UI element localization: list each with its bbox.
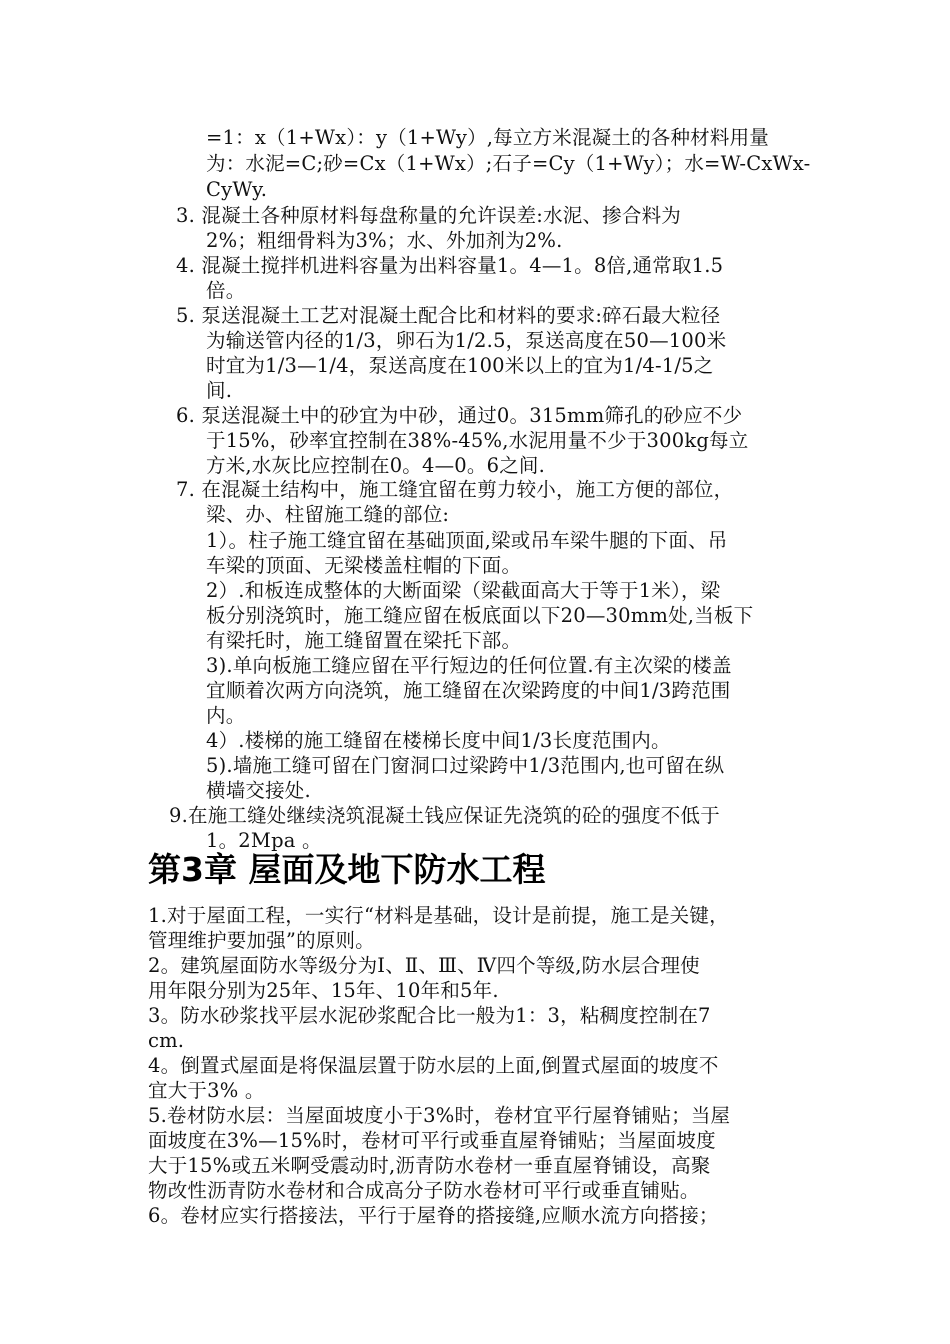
text-line: cm.: [148, 1029, 185, 1052]
text-line: 倍。: [206, 279, 246, 302]
text-line: 5.卷材防水层：当屋面坡度小于3%时，卷材宜平行屋脊铺贴；当屋: [148, 1104, 731, 1127]
text-line: 2）.和板连成整体的大断面梁（梁截面高大于等于1米），梁: [206, 579, 721, 602]
text-line: 时宜为1/3—1/4，泵送高度在100米以上的宜为1/4-1/5之: [206, 354, 714, 377]
text-line: 大于15%或五米啊受震动时,沥青防水卷材一垂直屋脊铺设，高聚: [148, 1154, 711, 1177]
text-line: 有梁托时，施工缝留置在梁托下部。: [206, 629, 522, 652]
text-line: 内。: [206, 704, 246, 727]
list-item: 5. 泵送混凝土工艺对混凝土配合比和材料的要求:碎石最大粒径: [176, 304, 721, 327]
text-line: 管理维护要加强”的原则。: [148, 929, 375, 952]
text-line: =1：x（1+Wx）：y（1+Wy）,每立方米混凝土的各种材料用量: [206, 126, 769, 149]
text-line: 面坡度在3%—15%时，卷材可平行或垂直屋脊铺贴；当屋面坡度: [148, 1129, 716, 1152]
text-line: 车梁的顶面、无梁楼盖柱帽的下面。: [206, 554, 522, 577]
text-line: 物改性沥青防水卷材和合成高分子防水卷材可平行或垂直铺贴。: [148, 1179, 700, 1202]
list-item: 6. 泵送混凝土中的砂宜为中砂，通过0。315mm筛孔的砂应不少: [176, 404, 743, 427]
list-item: 7. 在混凝土结构中，施工缝宜留在剪力较小，施工方便的部位，: [176, 478, 734, 501]
text-line: 用年限分别为25年、15年、10年和5年.: [148, 979, 499, 1002]
text-line: 方米,水灰比应控制在0。4—0。6之间.: [206, 454, 546, 477]
text-line: 6。卷材应实行搭接法，平行于屋脊的搭接缝,应顺水流方向搭接；: [148, 1204, 719, 1227]
text-line: 为输送管内径的1/3，卵石为1/2.5，泵送高度在50—100米: [206, 329, 727, 352]
text-line: 宜大于3% 。: [148, 1079, 265, 1102]
text-line: 板分别浇筑时，施工缝应留在板底面以下20—30mm处,当板下: [206, 604, 754, 627]
chapter-heading: 第3章 屋面及地下防水工程: [148, 850, 546, 889]
text-line: 1.对于屋面工程，一实行“材料是基础，设计是前提，施工是关键，: [148, 904, 729, 927]
list-item: 4. 混凝土搅拌机进料容量为出料容量1。4—1。8倍,通常取1.5: [176, 254, 724, 277]
text-line: 2。建筑屋面防水等级分为Ⅰ、Ⅱ、Ⅲ、Ⅳ四个等级,防水层合理使: [148, 954, 700, 977]
text-line: 4。倒置式屋面是将保温层置于防水层的上面,倒置式屋面的坡度不: [148, 1054, 719, 1077]
text-line: 3。防水砂浆找平层水泥砂浆配合比一般为1：3，粘稠度控制在7: [148, 1004, 711, 1027]
text-line: 5).墙施工缝可留在门窗洞口过梁跨中1/3范围内,也可留在纵: [206, 754, 725, 777]
text-line: 横墙交接处.: [206, 779, 311, 802]
text-line: 1）。柱子施工缝宜留在基础顶面,梁或吊车梁牛腿的下面、吊: [206, 529, 728, 552]
text-line: 梁、办、柱留施工缝的部位:: [206, 503, 450, 526]
text-line: 2%；粗细骨料为3%；水、外加剂为2%.: [206, 229, 563, 252]
text-line: 3).单向板施工缝应留在平行短边的任何位置.有主次梁的楼盖: [206, 654, 732, 677]
text-line: 宜顺着次两方向浇筑，施工缝留在次梁跨度的中间1/3跨范围: [206, 679, 731, 702]
text-line: CyWy.: [206, 178, 268, 201]
list-item: 9.在施工缝处继续浇筑混凝土钱应保证先浇筑的砼的强度不低于: [169, 804, 720, 827]
text-line: 为：水泥=C;砂=Cx（1+Wx）;石子=Cy（1+Wy）；水=W-CxWx-: [206, 152, 811, 175]
text-line: 间.: [206, 379, 233, 402]
text-line: 4）.楼梯的施工缝留在楼梯长度中间1/3长度范围内。: [206, 729, 671, 752]
text-line: 于15%，砂率宜控制在38%-45%,水泥用量不少于300kg每立: [206, 429, 749, 452]
text-line: 1。2Mpa 。: [206, 829, 322, 852]
list-item: 3. 混凝土各种原材料每盘称量的允许误差:水泥、掺合料为: [176, 204, 681, 227]
